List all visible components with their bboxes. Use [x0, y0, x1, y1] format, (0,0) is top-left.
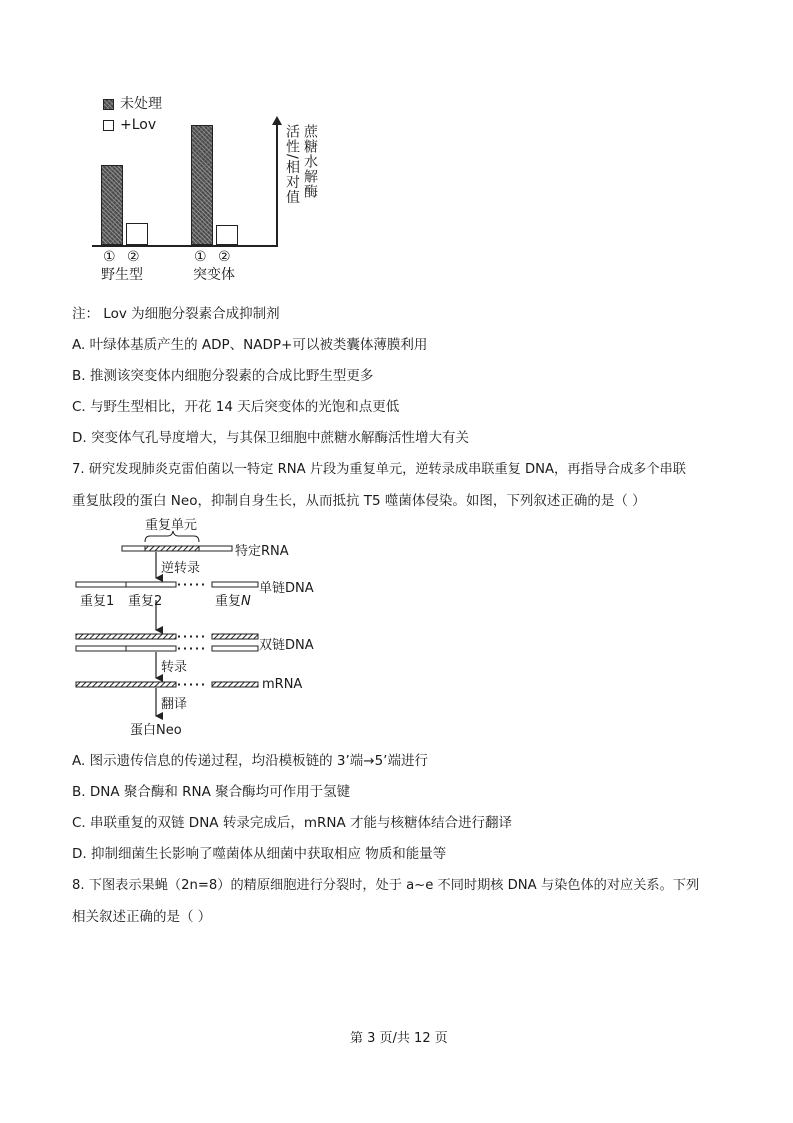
legend-label-untreated: 未处理 [120, 96, 162, 112]
label-translation: 翻译 [161, 697, 188, 712]
legend-swatch-lov [103, 120, 114, 131]
q6-note: 注： Lov 为细胞分裂素合成抑制剂 [72, 306, 280, 322]
y-axis-arrow [272, 116, 282, 125]
label-reverse-transcription: 逆转录 [161, 561, 201, 576]
x-axis [92, 245, 278, 247]
q7-stem-line2: 重复肽段的蛋白 Neo，抑制自身生长，从而抵抗 T5 噬菌体侵染。如图，下列叙述正确的是（ ） [72, 493, 646, 509]
q8-stem-line1: 8. 下图表示果蝇（2n=8）的精原细胞进行分裂时，处于 a~e 不同时期核 DNA 与染色体的对应关系。下列 [72, 878, 700, 893]
q6-option-b: B. 推测该突变体内细胞分裂素的合成比野生型更多 [72, 368, 374, 384]
q7-option-a: A. 图示遗传信息的传递过程，均沿模板链的 3’端→5’端进行 [72, 753, 428, 769]
bar-mark-mut-1: ① [194, 249, 207, 265]
q8-stem-line2: 相关叙述正确的是（ ） [72, 909, 212, 925]
group-label-mutant: 突变体 [193, 267, 235, 283]
legend-label-lov: +Lov [120, 117, 157, 133]
q7-option-c: C. 串联重复的双链 DNA 转录完成后，mRNA 才能与核糖体结合进行翻译 [72, 815, 512, 831]
label-ssdna: 单链DNA [259, 581, 314, 596]
q6-option-a: A. 叶绿体基质产生的 ADP、NADP+可以被类囊体薄膜利用 [72, 337, 428, 353]
label-dsdna: 双链DNA [259, 638, 314, 653]
q6-option-c: C. 与野生型相比，开花 14 天后突变体的光饱和点更低 [72, 399, 400, 415]
page-footer: 第 3 页/共 12 页 [350, 1031, 448, 1046]
y-axis-label-line2: 活性/相对值 [284, 124, 300, 205]
label-transcription: 转录 [161, 660, 188, 675]
q7-option-b: B. DNA 聚合酶和 RNA 聚合酶均可作用于氢键 [72, 784, 351, 800]
q7-option-d: D. 抑制细菌生长影响了噬菌体从细菌中获取相应 物质和能量等 [72, 846, 447, 862]
bar-mark-wt-1: ① [103, 249, 116, 265]
q6-option-d: D. 突变体气孔导度增大，与其保卫细胞中蔗糖水解酶活性增大有关 [72, 430, 469, 446]
q7-stem-line1: 7. 研究发现肺炎克雷伯菌以一特定 RNA 片段为重复单元，逆转录成串联重复 DNA，再指导合成多个串联 [72, 462, 686, 477]
bar-mutant-untreated [191, 125, 213, 245]
label-mrna: mRNA [262, 677, 303, 692]
legend-swatch-untreated [103, 99, 114, 110]
group-label-wildtype: 野生型 [101, 267, 143, 283]
label-repeat-1: 重复1 [80, 594, 115, 609]
label-repeat-unit: 重复单元 [145, 518, 198, 533]
bar-mutant-lov [216, 225, 238, 245]
label-repeat-2: 重复2 [128, 594, 163, 609]
label-repeat-n: 重复N [215, 594, 251, 609]
y-axis-label-line1: 蔗糖水解酶 [302, 124, 318, 199]
y-axis [276, 124, 278, 246]
bar-mark-wt-2: ② [127, 249, 140, 265]
bar-wildtype-untreated [101, 165, 123, 245]
label-specific-rna: 特定RNA [235, 544, 289, 559]
label-protein-neo: 蛋白Neo [130, 723, 182, 738]
bar-wildtype-lov [126, 223, 148, 245]
bar-mark-mut-2: ② [218, 249, 231, 265]
rna-reverse-transcription-diagram [72, 520, 324, 742]
